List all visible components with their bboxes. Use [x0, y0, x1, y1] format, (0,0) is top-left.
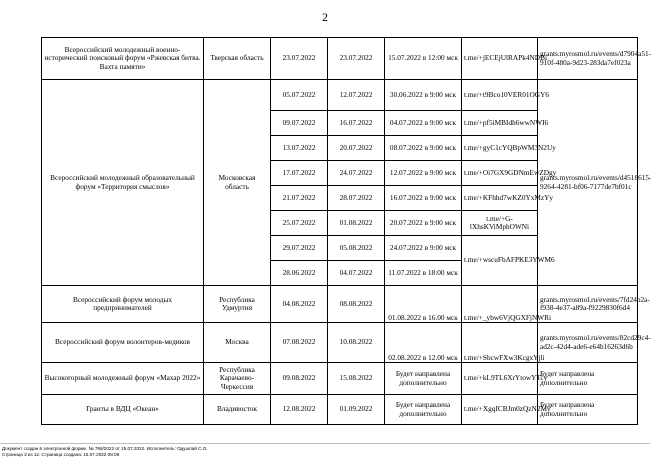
- deadline: 02.08.2022 в 12.00 мск: [385, 323, 462, 363]
- end-date: 28.07.2022: [328, 186, 385, 211]
- deadline: 04.07.2022 в 9:00 мск: [385, 111, 462, 136]
- start-date: 04.08.2022: [271, 286, 328, 323]
- end-date: 12.07.2022: [328, 80, 385, 111]
- deadline: 01.08.2022 в 16.00 мск: [385, 286, 462, 323]
- region: Владивосток: [204, 395, 271, 425]
- region: Республика Удмуртия: [204, 286, 271, 323]
- deadline: 30.06.2022 в 9:00 мск: [385, 80, 462, 111]
- end-date: 20.07.2022: [328, 136, 385, 161]
- forum-name: Высокогорный молодежный форум «Махар 2022»: [42, 363, 204, 395]
- start-date: 09.07.2022: [271, 111, 328, 136]
- start-date: 09.08.2022: [271, 363, 328, 395]
- telegram-link[interactable]: t.me/+XgqICBJm0zQzN2My: [462, 395, 538, 425]
- telegram-link[interactable]: t.me/+gyC1cYQBpWM3N2Uy: [462, 136, 538, 161]
- grants-link[interactable]: grants.myrosmol.ru/events/7fd24b2a-f938-4e37-a89a-f9229830f6d4: [538, 286, 638, 323]
- page-number: 2: [322, 10, 328, 24]
- grants-link[interactable]: grants.myrosmol.ru/events/82cd29c4-ad2c-42d4-ade6-e64b16263d6b: [538, 323, 638, 363]
- end-date: 23.07.2022: [328, 38, 385, 80]
- end-date: 05.08.2022: [328, 236, 385, 261]
- deadline: 20.07.2022 в 9:00 мск: [385, 211, 462, 236]
- table-row: [42, 323, 638, 363]
- deadline: 11.07.2022 в 18:00 мск: [385, 261, 462, 286]
- start-date: 13.07.2022: [271, 136, 328, 161]
- deadline: 15.07.2022 в 12:00 мск: [385, 38, 462, 80]
- table-row: [42, 38, 638, 80]
- region: Республика Карачаево-Черкессия: [204, 363, 271, 395]
- table-row: [42, 395, 638, 425]
- telegram-link[interactable]: t.me/+SbcwFXw3KcgxYjli: [462, 323, 538, 363]
- forum-name: Всероссийский форум молодых предпринимателей: [42, 286, 204, 323]
- start-date: 23.07.2022: [271, 38, 328, 80]
- end-date: 10.08.2022: [328, 323, 385, 363]
- table-row: [42, 363, 638, 395]
- telegram-link[interactable]: t.me/+wscuFbAFPKE3YWM6: [462, 236, 538, 286]
- telegram-link[interactable]: t.me/+KFhhd7wKZ0YxMzYy: [462, 186, 538, 211]
- end-date: 16.07.2022: [328, 111, 385, 136]
- start-date: 21.07.2022: [271, 186, 328, 211]
- grants-link[interactable]: grants.myrosmol.ru/events/d4518615-9264-4281-bf06-7177de7bf01c: [538, 80, 638, 286]
- start-date: 28.06.2022: [271, 261, 328, 286]
- start-date: 07.08.2022: [271, 323, 328, 363]
- end-date: 01.08.2022: [328, 211, 385, 236]
- footer-divider: [0, 443, 650, 444]
- end-date: 15.08.2022: [328, 363, 385, 395]
- telegram-link[interactable]: t.me/+_ybw6VjQGXFjNWRi: [462, 286, 538, 323]
- telegram-link[interactable]: t.me/+kL9TL6XrYtowYTcy: [462, 363, 538, 395]
- forum-name: Гранты в ВДЦ «Океан»: [42, 395, 204, 425]
- telegram-link[interactable]: t.me/+t9Bco10VER01OGY6: [462, 80, 538, 111]
- end-date: 01.09.2022: [328, 395, 385, 425]
- end-date: 08.08.2022: [328, 286, 385, 323]
- region: Москва: [204, 323, 271, 363]
- forum-name: Всероссийский молодежный военно-исторический поисковый форум «Ржевская битва. Вахта памяти»: [42, 38, 204, 80]
- start-date: 25.07.2022: [271, 211, 328, 236]
- table-row: [42, 286, 638, 323]
- footer-line: Страница 3 из 12. Страница создана: 15.07.2022 08:08: [2, 452, 120, 457]
- grants-info: Будет направлена дополнительно: [538, 395, 638, 425]
- document-footer: [2, 446, 208, 458]
- start-date: 05.07.2022: [271, 80, 328, 111]
- deadline: 24.07.2022 в 9:00 мск: [385, 236, 462, 261]
- deadline: 16.07.2022 в 9:00 мск: [385, 186, 462, 211]
- telegram-link[interactable]: t.me/+Oi7GX9GDNmEwZDgy: [462, 161, 538, 186]
- start-date: 17.07.2022: [271, 161, 328, 186]
- deadline: 08.07.2022 в 9:00 мск: [385, 136, 462, 161]
- forum-name: Всероссийский молодежный образовательный форум «Территория смыслов»: [42, 80, 204, 286]
- region: Московская область: [204, 80, 271, 286]
- deadline: Будет направлена дополнительно: [385, 395, 462, 425]
- forum-name: Всероссийский форум волонтеров-медиков: [42, 323, 204, 363]
- grants-info: Будет направлена дополнительно: [538, 363, 638, 395]
- start-date: 12.08.2022: [271, 395, 328, 425]
- events-table: [41, 37, 651, 425]
- grants-link[interactable]: grants.myrosmol.ru/events/d7904a51-910f-480a-9d23-283da7ef023a: [538, 38, 638, 80]
- telegram-link[interactable]: t.me/+pf5iMBIdh6wwNWI6: [462, 111, 538, 136]
- end-date: 04.07.2022: [328, 261, 385, 286]
- deadline: 12.07.2022 в 9:00 мск: [385, 161, 462, 186]
- telegram-link[interactable]: t.me/+jECEjUlRAPk4NDBi: [462, 38, 538, 80]
- table-row: [42, 80, 638, 111]
- end-date: 24.07.2022: [328, 161, 385, 186]
- deadline: Будет направлена дополнительно: [385, 363, 462, 395]
- footer-line: Документ создан в электронной форме. № 796/2022 от 15.07.2022. Исполнитель: Одушпай С.О.: [2, 446, 208, 451]
- start-date: 29.07.2022: [271, 236, 328, 261]
- telegram-link[interactable]: t.me/+G-lXhsKViMphOWNi: [462, 211, 538, 236]
- region: Тверская область: [204, 38, 271, 80]
